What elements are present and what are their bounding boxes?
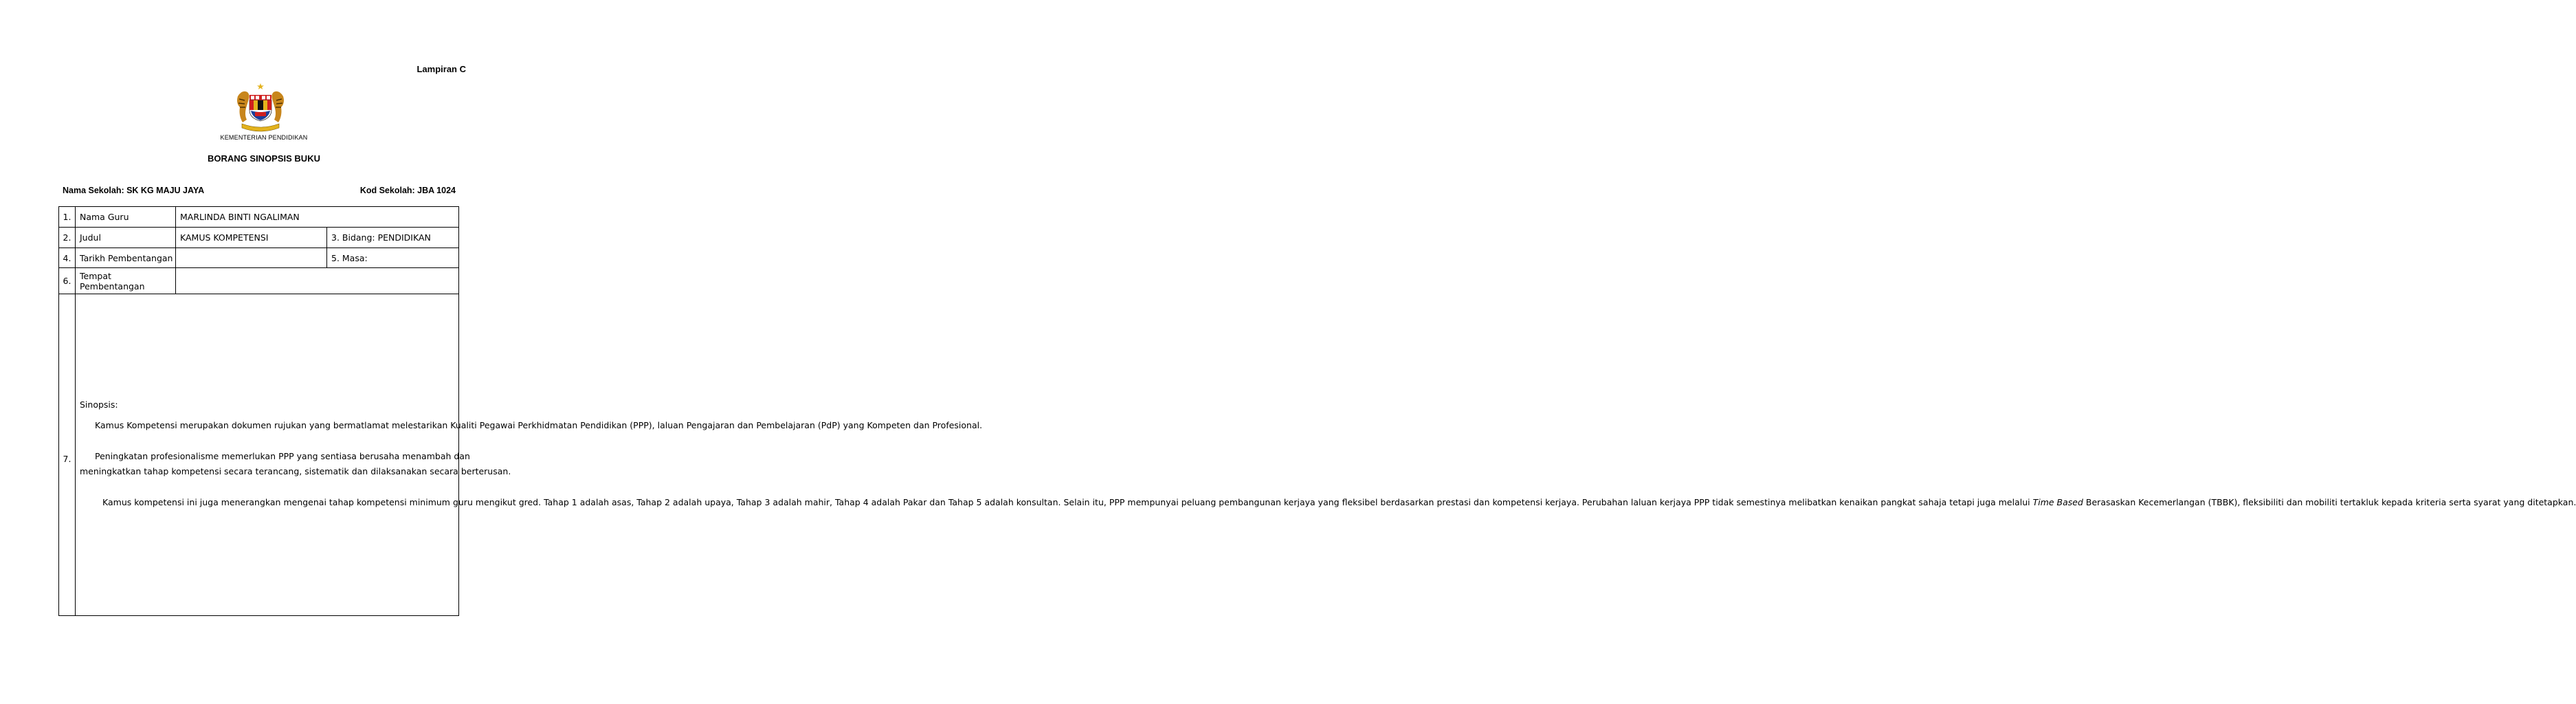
school-name: Nama Sekolah: SK KG MAJU JAYA [63, 186, 205, 195]
synopsis-paragraph: Peningkatan profesionalisme memerlukan PPP yang sentiasa berusaha menambah dan [95, 450, 470, 461]
table-row [59, 294, 459, 616]
field-value: 3. Bidang: PENDIDIKAN [327, 228, 459, 248]
table-row [59, 207, 459, 228]
time-label: 5. Masa: [327, 248, 459, 268]
row-number: 4. [59, 248, 76, 268]
row-number: 2. [59, 228, 76, 248]
table-row [59, 248, 459, 268]
synopsis-form-table [58, 206, 2576, 616]
title-value: KAMUS KOMPETENSI [176, 228, 327, 248]
school-code: Kod Sekolah: JBA 1024 [359, 186, 456, 195]
table-row [59, 228, 459, 248]
synopsis-paragraph: meningkatkan tahap kompetensi secara terancang, sistematik dan dilaksanakan secara berterusan. [80, 466, 511, 476]
synopsis-label: Sinopsis: [80, 399, 118, 410]
teacher-name-value: MARLINDA BINTI NGALIMAN [176, 207, 459, 228]
presentation-place-label: Tempat Pembentangan [76, 268, 176, 294]
ministry-name: KEMENTERIAN PENDIDIKAN [220, 134, 308, 141]
synopsis-paragraph: Kamus Kompetensi merupakan dokumen rujukan yang bermatlamat melestarikan Kualiti Pegawai Perkhidmatan Pendidikan (PPP), laluan Pengajaran dan Pembelajaran (PdP) yang Kompeten dan Profesional. [95, 420, 983, 430]
presentation-date-value [176, 248, 327, 268]
presentation-place-value [176, 268, 459, 294]
synopsis-paragraph: Kamus kompetensi ini juga menerangkan mengenai tahap kompetensi minimum guru mengikut gred. Tahap 1 adalah asas, Tahap 2 adalah upaya, Tahap 3 adalah mahir, Tahap 4 adalah Pakar dan Tahap 5 adalah konsultan. Selain itu, PPP mempunyai peluang pembangunan kerjaya yang fleksibel berdasarkan prestasi dan kompetensi kerjaya. Perubahan laluan kerjaya PPP tidak semestinya melibatkan kenaikan pangkat sahaja tetapi juga melalui Time Based Berasaskan Kecemerlangan (TBBK), fleksibiliti dan mobiliti tertakluk kepada kriteria serta syarat yang ditetapkan. [102, 496, 2576, 507]
form-title: BORANG SINOPSIS BUKU [208, 153, 320, 164]
lampiran-label: Lampiran C [417, 64, 466, 74]
presentation-date-label: Tarikh Pembentangan [76, 248, 176, 268]
row-number: 7. [59, 294, 76, 616]
row-number: 6. [59, 268, 76, 294]
italic-term: Time Based [2032, 496, 2083, 507]
teacher-name-label: Nama Guru [76, 207, 176, 228]
title-label: Judul [76, 228, 176, 248]
table-row [59, 268, 459, 294]
malaysia-coat-of-arms-icon [232, 82, 289, 132]
synopsis-cell [76, 294, 2576, 616]
row-number: 1. [59, 207, 76, 228]
